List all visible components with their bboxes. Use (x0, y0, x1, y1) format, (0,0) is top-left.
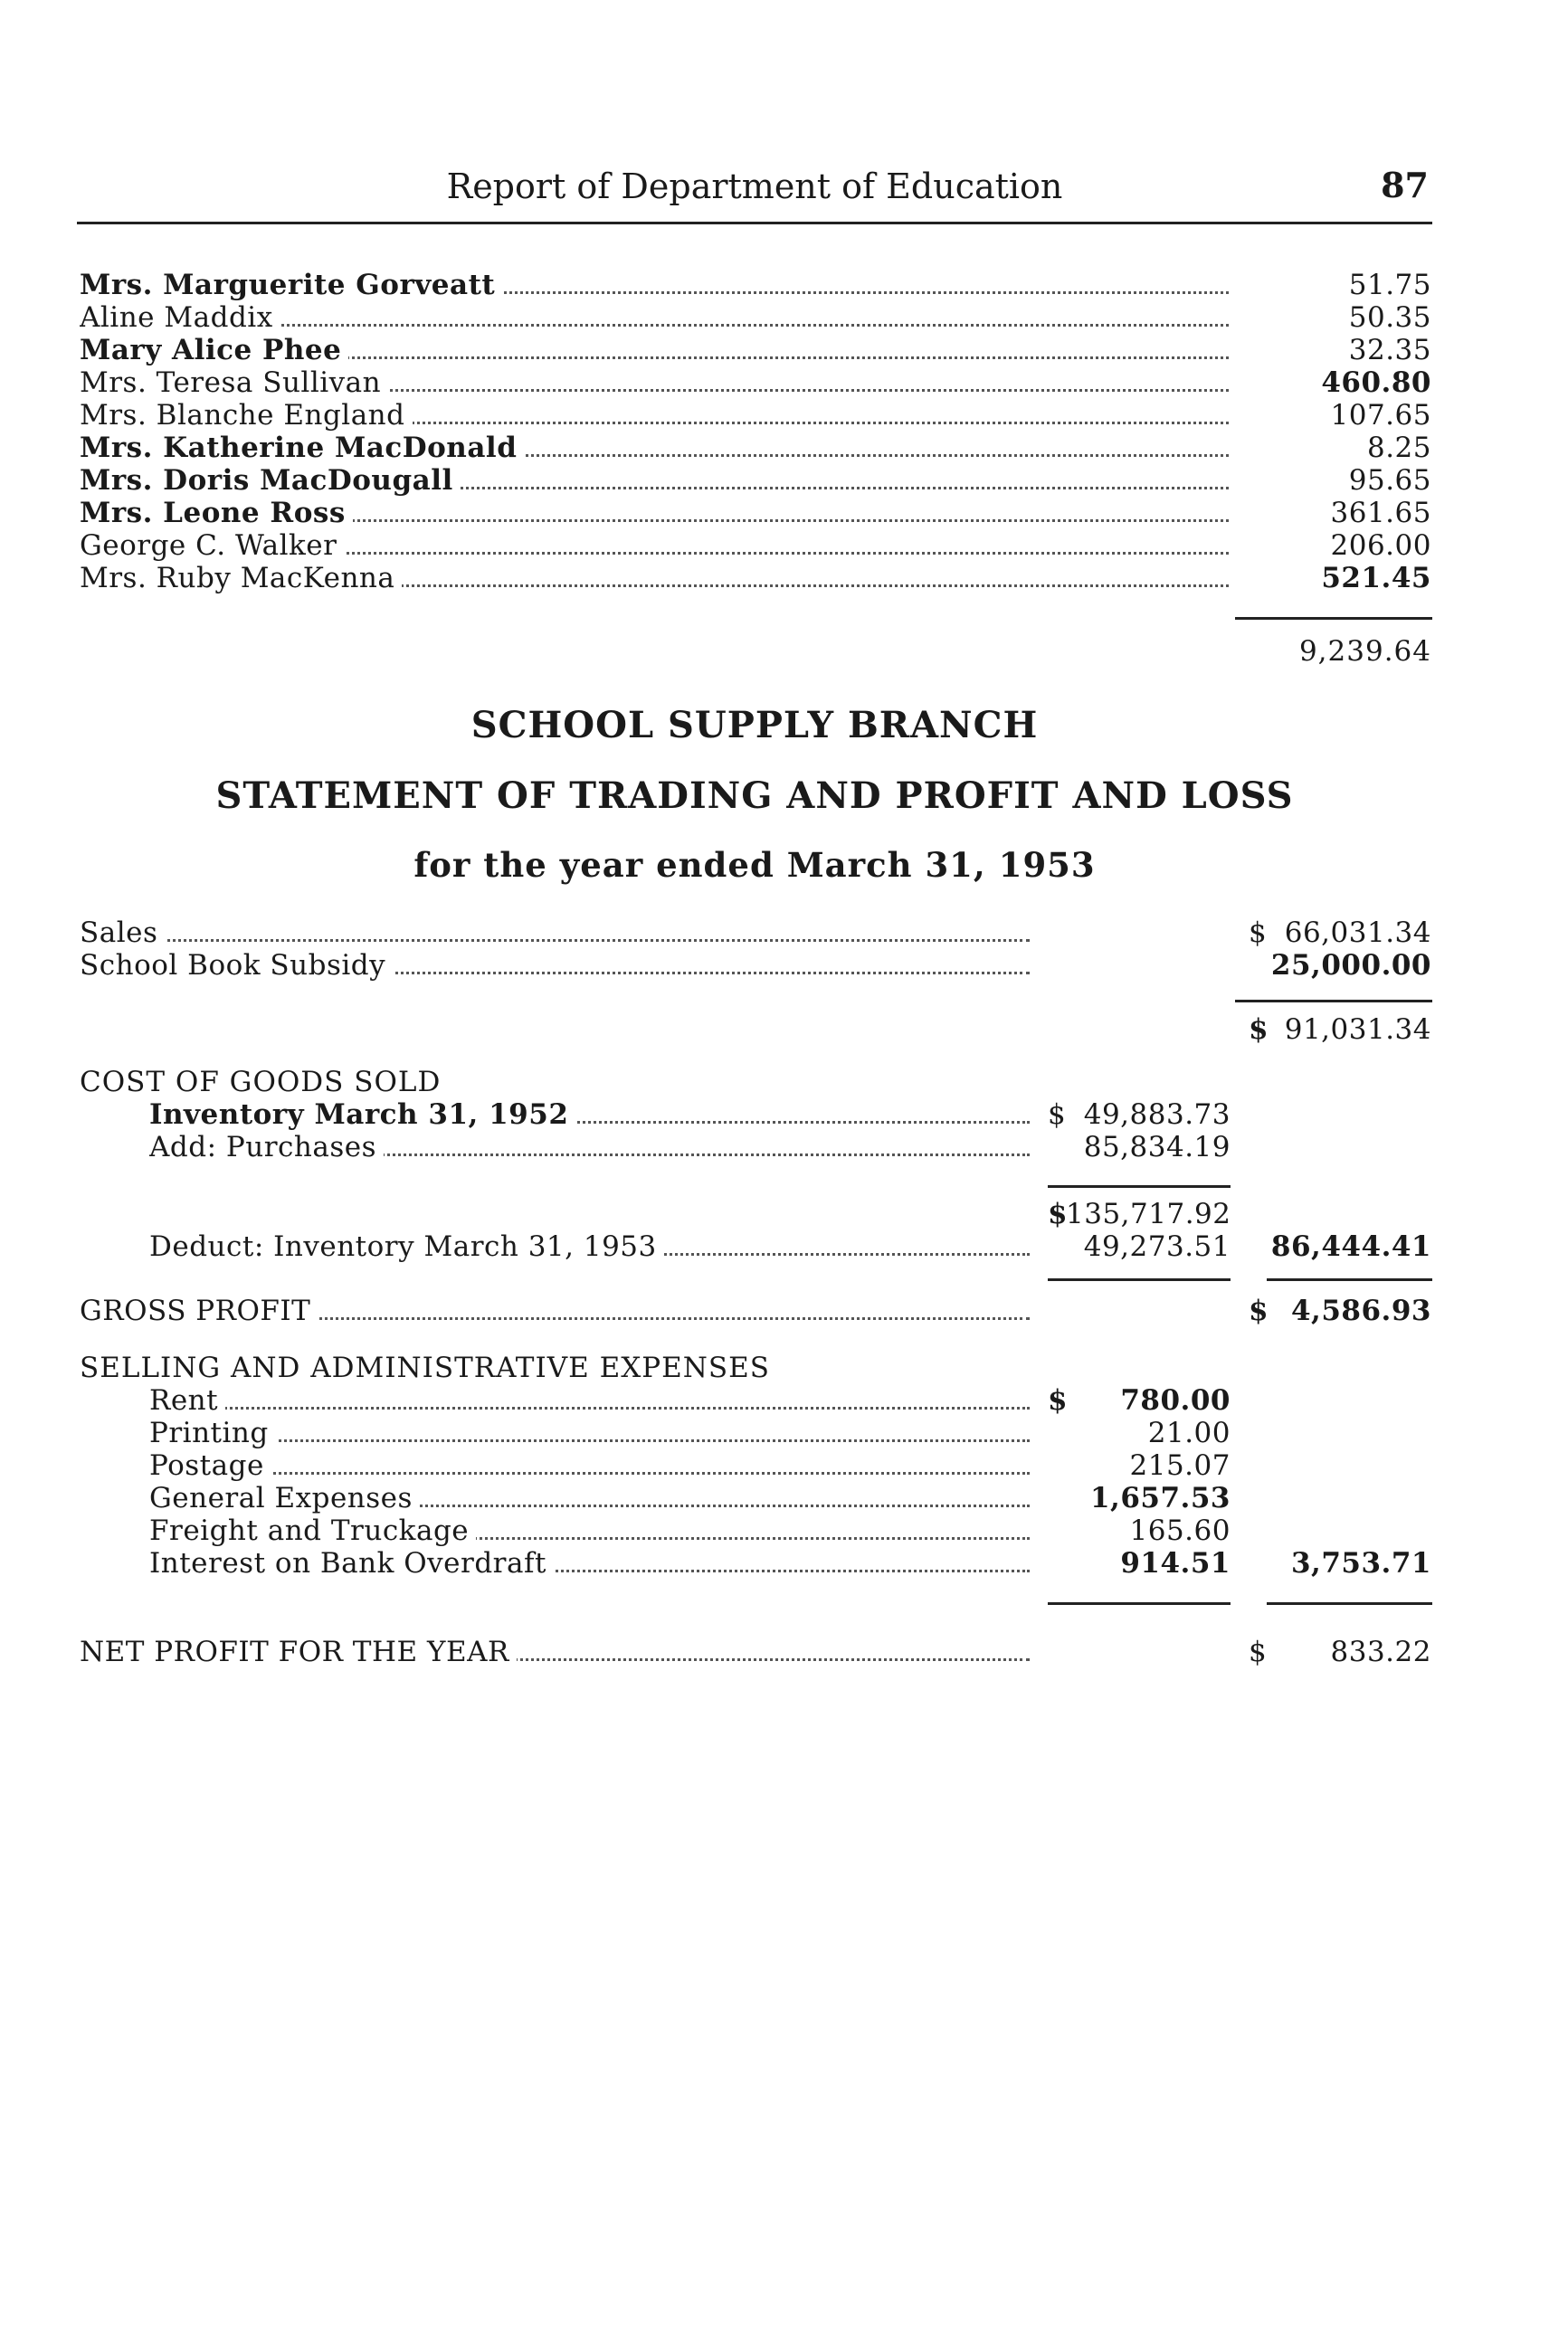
payee-name: Aline Maddix (80, 301, 1229, 334)
expenses-total: 3,753.71 (1290, 1547, 1431, 1580)
expense-amount: 1,657.53 (1089, 1482, 1231, 1514)
expense-amount: 780.00 (1120, 1384, 1231, 1417)
gross-profit-amount: 4,586.93 (1290, 1295, 1431, 1327)
statement-title: STATEMENT OF TRADING AND PROFIT AND LOSS (215, 774, 1294, 817)
currency-symbol: $ (1249, 1295, 1269, 1327)
currency-symbol: $ (1249, 916, 1267, 949)
payee-amount: 107.65 (1330, 399, 1431, 432)
payee-amount: 51.75 (1348, 269, 1431, 301)
inventory-close-label: Deduct: Inventory March 31, 1953 (149, 1230, 1030, 1263)
currency-symbol: $ (1048, 1098, 1066, 1131)
payee-name: Mrs. Leone Ross (80, 497, 1229, 529)
payee-amount: 32.35 (1348, 334, 1431, 366)
currency-symbol: $ (1048, 1384, 1068, 1417)
expense-label: Freight and Truckage (149, 1514, 1030, 1547)
payee-name: Mrs. Blanche England (80, 399, 1229, 432)
payee-name: Mrs. Teresa Sullivan (80, 366, 1229, 399)
payee-name: Mrs. Katherine MacDonald (80, 432, 1229, 464)
net-profit-label: NET PROFIT FOR THE YEAR (80, 1636, 1030, 1668)
payee-name: George C. Walker (80, 529, 1229, 562)
currency-symbol: $ (1249, 1636, 1267, 1668)
payee-amount: 50.35 (1348, 301, 1431, 334)
currency-symbol: $ (1048, 1198, 1068, 1230)
payee-amount: 521.45 (1321, 562, 1431, 594)
payee-amount: 361.65 (1330, 497, 1431, 529)
cogs-rule (1048, 1278, 1231, 1281)
expense-label: Rent (149, 1384, 1030, 1417)
payee-amount: 95.65 (1348, 464, 1431, 497)
expenses-total-rule (1267, 1602, 1432, 1605)
expenses-rule (1048, 1602, 1231, 1605)
expenses-heading: SELLING AND ADMINISTRATIVE EXPENSES (80, 1352, 771, 1384)
currency-symbol: $ (1249, 1013, 1269, 1046)
statement-period: for the year ended March 31, 1953 (413, 845, 1096, 885)
inventory-open-label: Inventory March 31, 1952 (149, 1098, 1030, 1131)
payee-name: Mrs. Ruby MacKenna (80, 562, 1229, 594)
expense-label: General Expenses (149, 1482, 1030, 1514)
payees-total: 9,239.64 (1298, 635, 1431, 668)
total-rule (1235, 617, 1432, 620)
sales-amount: 66,031.34 (1284, 916, 1431, 949)
running-title: Report of Department of Education (446, 166, 1063, 206)
expense-label: Printing (149, 1417, 1030, 1449)
inventory-close-amount: 49,273.51 (1083, 1230, 1231, 1263)
expense-amount: 215.07 (1129, 1449, 1231, 1482)
branch-title: SCHOOL SUPPLY BRANCH (470, 704, 1039, 746)
gross-profit-label: GROSS PROFIT (80, 1295, 1030, 1327)
expense-label: Postage (149, 1449, 1030, 1482)
payee-name: Mrs. Doris MacDougall (80, 464, 1229, 497)
expense-amount: 165.60 (1129, 1514, 1231, 1547)
revenue-total: 91,031.34 (1284, 1013, 1431, 1046)
expense-amount: 21.00 (1147, 1417, 1231, 1449)
page-number: 87 (1381, 165, 1429, 205)
payee-amount: 8.25 (1366, 432, 1431, 464)
expense-amount: 914.51 (1120, 1547, 1231, 1580)
payee-name: Mary Alice Phee (80, 334, 1229, 366)
net-profit-amount: 833.22 (1330, 1636, 1431, 1668)
header-rule (77, 222, 1432, 224)
payee-name: Mrs. Marguerite Gorveatt (80, 269, 1229, 301)
revenue-rule (1235, 1000, 1432, 1002)
purchases-amount: 85,834.19 (1083, 1131, 1231, 1163)
cogs-heading: COST OF GOODS SOLD (80, 1066, 442, 1098)
cogs-subtotal: 135,717.92 (1066, 1198, 1231, 1230)
inventory-open-amount: 49,883.73 (1083, 1098, 1231, 1131)
subsidy-amount: 25,000.00 (1270, 949, 1431, 982)
subtotal-rule (1048, 1185, 1231, 1188)
cogs-total: 86,444.41 (1270, 1230, 1431, 1263)
purchases-label: Add: Purchases (149, 1131, 1030, 1163)
cogs-total-rule (1267, 1278, 1432, 1281)
payee-amount: 206.00 (1330, 529, 1431, 562)
payee-amount: 460.80 (1321, 366, 1431, 399)
subsidy-label: School Book Subsidy (80, 949, 1030, 982)
expense-label: Interest on Bank Overdraft (149, 1547, 1030, 1580)
running-header (77, 163, 1432, 217)
sales-label: Sales (80, 916, 1030, 949)
